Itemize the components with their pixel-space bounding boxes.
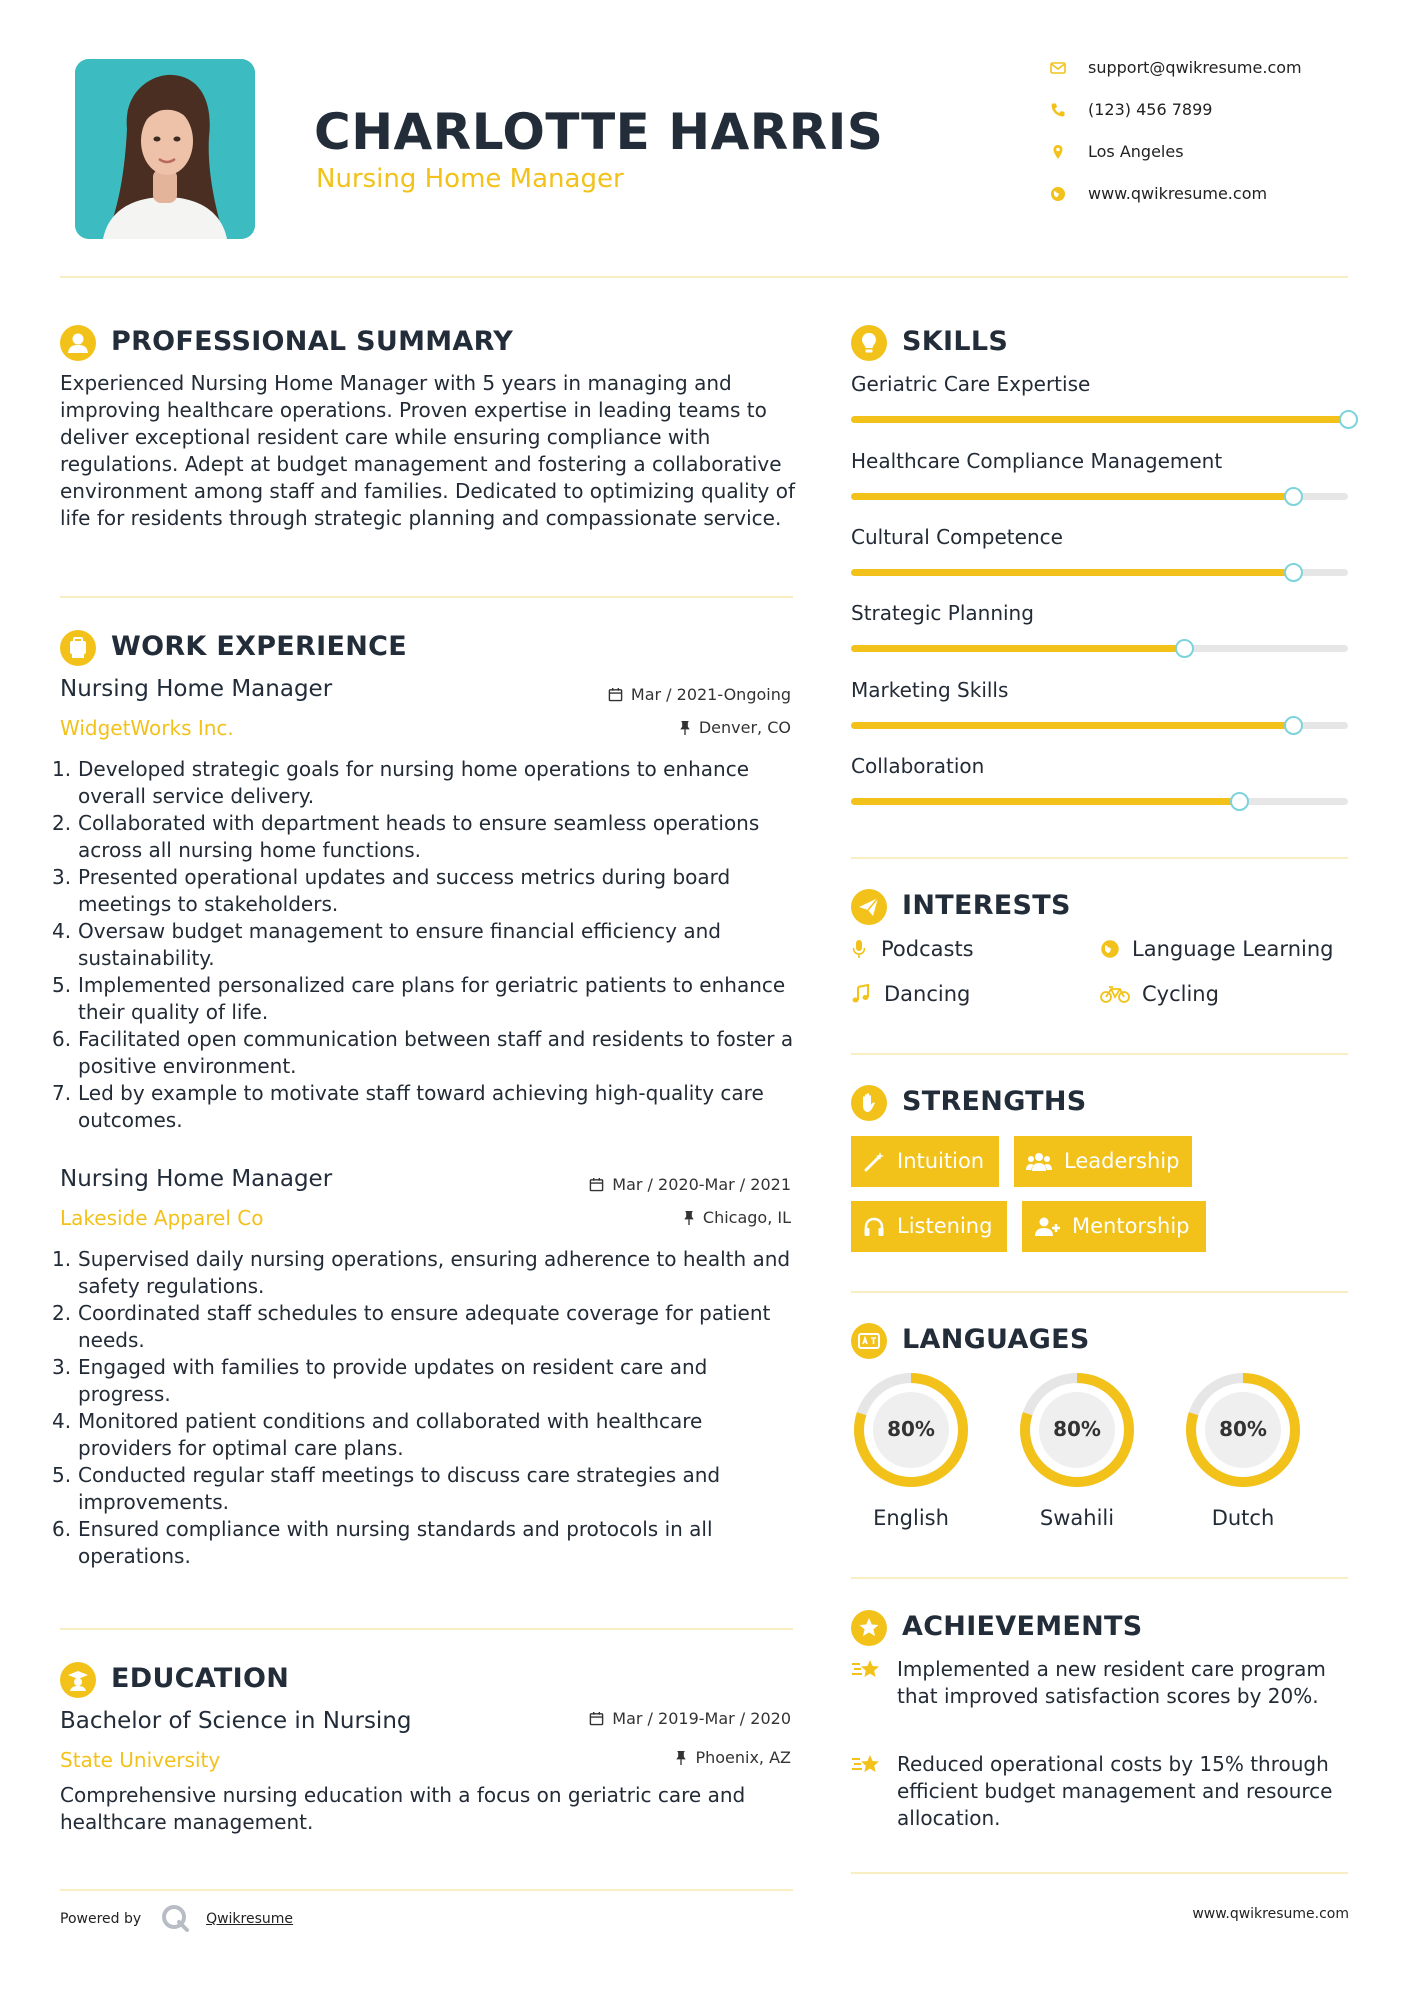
strength-label: Intuition	[897, 1149, 985, 1173]
education-school: State University	[60, 1748, 221, 1772]
strength-badge	[1014, 1136, 1192, 1187]
summary-heading: PROFESSIONAL SUMMARY	[111, 326, 514, 357]
calendar-icon	[589, 1177, 604, 1192]
list-item: Ensured compliance with nursing standards and protocols in all operations.	[78, 1517, 713, 1568]
globe-icon	[1100, 939, 1120, 959]
job-1-location-text: Denver, CO	[698, 718, 791, 737]
education-degree: Bachelor of Science in Nursing	[60, 1708, 412, 1734]
language-name: Swahili	[1039, 1506, 1115, 1530]
list-item: Coordinated staff schedules to ensure adequate coverage for patient needs.	[78, 1301, 771, 1352]
experience-heading: WORK EXPERIENCE	[111, 631, 407, 662]
skill-bar	[851, 798, 1348, 805]
education-location-text: Phoenix, AZ	[695, 1748, 791, 1767]
list-item: Engaged with families to provide updates on resident care and progress.	[78, 1355, 708, 1406]
header-divider	[60, 276, 1348, 278]
skills-heading: SKILLS	[902, 326, 1009, 357]
skill-label: Strategic Planning	[851, 601, 1034, 625]
education-dates	[589, 1709, 791, 1728]
list-item: Presented operational updates and success metrics during board meetings to stakeholders.	[78, 865, 731, 916]
languages-divider	[851, 1577, 1348, 1579]
phone-icon	[1050, 102, 1066, 118]
headphones-icon	[863, 1216, 885, 1238]
job-1-title: Nursing Home Manager	[60, 676, 333, 702]
job-2-dates-text: Mar / 2020-Mar / 2021	[612, 1175, 791, 1194]
list-item: Conducted regular staff meetings to discuss care strategies and improvements.	[78, 1463, 721, 1514]
list-item: Led by example to motivate staff toward achieving high-quality care outcomes.	[78, 1081, 764, 1132]
contact-email-text: support@qwikresume.com	[1088, 58, 1302, 77]
skill-bar-knob	[1284, 563, 1303, 582]
contact-website-text: www.qwikresume.com	[1088, 184, 1268, 203]
globe-icon	[1050, 186, 1066, 202]
skill-bar-fill	[851, 569, 1293, 576]
language-percent: 80%	[1053, 1417, 1101, 1441]
language-ring	[1182, 1369, 1304, 1491]
job-1-company: WidgetWorks Inc.	[60, 716, 234, 740]
calendar-icon	[589, 1711, 604, 1726]
strengths-divider	[851, 1291, 1348, 1293]
star-icon	[851, 1753, 883, 1777]
strength-label: Leadership	[1064, 1149, 1180, 1173]
list-item: Implemented personalized care plans for geriatric patients to enhance their quality of life.	[78, 973, 786, 1024]
paper-plane-icon	[851, 889, 887, 925]
star-icon	[851, 1658, 883, 1682]
achievement-item	[851, 1751, 1351, 1832]
list-item: Collaborated with department heads to ensure seamless operations across all nursing home functions.	[78, 811, 760, 862]
bicycle-icon	[1100, 984, 1130, 1004]
list-item: Facilitated open communication between staff and residents to foster a positive environment.	[78, 1027, 794, 1078]
music-note-icon	[851, 984, 871, 1004]
achievements-divider	[851, 1872, 1348, 1874]
language-name: English	[873, 1506, 949, 1530]
user-plus-icon	[1034, 1216, 1060, 1238]
skill-bar	[851, 645, 1348, 652]
skill-bar-knob	[1175, 639, 1194, 658]
user-icon	[60, 325, 96, 361]
skill-bar-fill	[851, 416, 1348, 423]
interest-label: Language Learning	[1132, 937, 1334, 961]
interest-label: Cycling	[1142, 982, 1219, 1006]
skill-bar-knob	[1230, 792, 1249, 811]
footer-powered-by	[60, 1903, 293, 1933]
education-divider	[60, 1889, 793, 1891]
language-percent: 80%	[887, 1417, 935, 1441]
strength-label: Listening	[897, 1214, 993, 1238]
education-dates-text: Mar / 2019-Mar / 2020	[612, 1709, 791, 1728]
skill-bar-fill	[851, 645, 1184, 652]
languages-heading: LANGUAGES	[902, 1324, 1090, 1355]
envelope-icon	[1050, 60, 1066, 76]
interest-label: Dancing	[884, 982, 971, 1006]
skill-label: Collaboration	[851, 754, 985, 778]
contact-website[interactable]	[1050, 184, 1370, 206]
candidate-name: CHARLOTTE HARRIS	[314, 103, 884, 161]
skill-bar	[851, 416, 1348, 423]
candidate-title: Nursing Home Manager	[316, 164, 624, 194]
list-item: Monitored patient conditions and collaborated with healthcare providers for optimal care plans.	[78, 1409, 703, 1460]
language-percent: 80%	[1219, 1417, 1267, 1441]
contact-phone-text: (123) 456 7899	[1088, 100, 1213, 119]
lightbulb-icon	[851, 325, 887, 361]
interests-divider	[851, 1053, 1348, 1055]
job-1-location	[679, 718, 791, 737]
achievements-heading: ACHIEVEMENTS	[902, 1611, 1143, 1642]
qwikresume-logo-icon	[160, 1903, 190, 1933]
language-name: Dutch	[1211, 1506, 1275, 1530]
education-text: Comprehensive nursing education with a focus on geriatric care and healthcare management.	[60, 1783, 746, 1834]
contact-location	[1050, 142, 1370, 164]
job-1-dates	[608, 685, 791, 704]
footer-site-link[interactable]: www.qwikresume.com	[1192, 1906, 1349, 1922]
skill-bar-knob	[1284, 716, 1303, 735]
hand-icon	[851, 1085, 887, 1121]
strength-badge	[851, 1201, 1007, 1252]
skill-bar-knob	[1284, 487, 1303, 506]
qwikresume-link[interactable]: Qwikresume	[206, 1911, 294, 1927]
calendar-icon	[608, 687, 623, 702]
pin-icon	[675, 1750, 687, 1765]
strength-label: Mentorship	[1072, 1214, 1190, 1238]
job-1-dates-text: Mar / 2021-Ongoing	[630, 685, 791, 704]
skill-label: Cultural Competence	[851, 525, 1063, 549]
experience-divider	[60, 1628, 793, 1630]
skill-bar	[851, 569, 1348, 576]
skill-bar-fill	[851, 798, 1239, 805]
strengths-heading: STRENGTHS	[902, 1086, 1087, 1117]
job-2-bullets	[48, 1246, 800, 1570]
list-item: Supervised daily nursing operations, ensuring adherence to health and safety regulations.	[78, 1247, 791, 1298]
map-marker-icon	[1050, 144, 1066, 160]
skill-label: Healthcare Compliance Management	[851, 449, 1223, 473]
job-2-location-text: Chicago, IL	[702, 1208, 791, 1227]
contact-phone[interactable]	[1050, 100, 1370, 122]
achievement-text: Implemented a new resident care program that improved satisfaction scores by 20%.	[897, 1657, 1326, 1708]
skill-label: Geriatric Care Expertise	[851, 372, 1091, 396]
pin-icon	[683, 1210, 695, 1225]
users-icon	[1026, 1151, 1052, 1173]
skill-label: Marketing Skills	[851, 678, 1009, 702]
skill-bar	[851, 493, 1348, 500]
job-2-location	[683, 1208, 791, 1227]
language-ring	[1016, 1369, 1138, 1491]
achievement-text: Reduced operational costs by 15% through efficient budget management and resource allocation.	[897, 1752, 1333, 1830]
briefcase-icon	[60, 630, 96, 666]
summary-text: Experienced Nursing Home Manager with 5 years in managing and improving healthcare operations. Proven expertise in leading teams to deliver exceptional resident care while ensuring compliance with regulations. Adept at budget management and fostering a collaborative environment among staff and families. Dedicated to optimizing quality of life for residents through strategic planning and compassionate service.	[60, 371, 796, 530]
star-icon	[851, 1610, 887, 1646]
contact-location-text: Los Angeles	[1088, 142, 1184, 161]
skill-bar-knob	[1339, 410, 1358, 429]
interest-label: Podcasts	[881, 937, 974, 961]
strength-badge	[851, 1136, 999, 1187]
job-2-company: Lakeside Apparel Co	[60, 1206, 264, 1230]
pin-icon	[679, 720, 691, 735]
skill-bar-fill	[851, 493, 1293, 500]
list-item: Developed strategic goals for nursing home operations to enhance overall service delivery.	[78, 757, 750, 808]
job-2-dates	[589, 1175, 791, 1194]
language-ring	[850, 1369, 972, 1491]
profile-photo	[75, 59, 255, 239]
microphone-icon	[851, 939, 867, 959]
language-icon	[851, 1323, 887, 1359]
magic-wand-icon	[863, 1151, 885, 1173]
skills-divider	[851, 857, 1348, 859]
powered-by-text: Powered by	[60, 1911, 142, 1927]
summary-divider	[60, 596, 793, 598]
interests-heading: INTERESTS	[902, 890, 1071, 921]
list-item: Oversaw budget management to ensure financial efficiency and sustainability.	[78, 919, 721, 970]
education-heading: EDUCATION	[111, 1663, 290, 1694]
job-2-title: Nursing Home Manager	[60, 1166, 333, 1192]
skill-bar-fill	[851, 722, 1293, 729]
education-location	[675, 1748, 791, 1767]
graduate-icon	[60, 1662, 96, 1698]
skill-bar	[851, 722, 1348, 729]
achievement-item	[851, 1656, 1351, 1710]
job-1-bullets	[48, 756, 800, 1134]
contact-email[interactable]	[1050, 58, 1370, 80]
strength-badge	[1022, 1201, 1206, 1252]
